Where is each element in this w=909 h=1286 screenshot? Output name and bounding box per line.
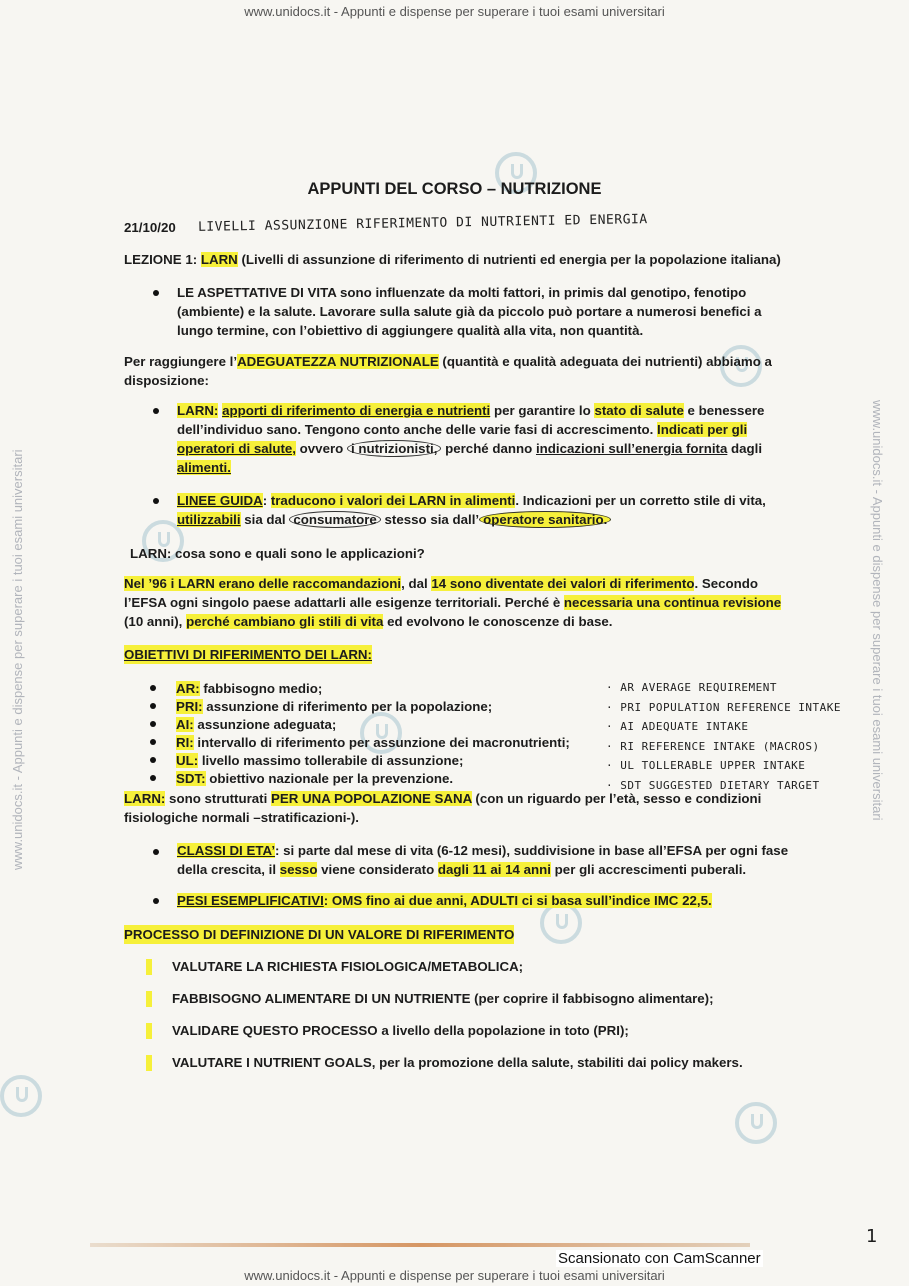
scan-edge bbox=[90, 1243, 750, 1247]
linee-guida-paragraph: LINEE GUIDA: traducono i valori dei LARN in alimenti. Indicazioni per un corretto stile di vita, utilizzabili sia dal consumatore stesso sia dall’ operatore sanitario. bbox=[177, 493, 766, 527]
watermark-bottom: www.unidocs.it - Appunti e dispense per superare i tuoi esami universitari bbox=[244, 1268, 665, 1283]
lesson-line: LEZIONE 1: LARN (Livelli di assunzione di riferimento di nutrienti ed energia per la popolazione italiana) bbox=[124, 252, 781, 267]
watermark-side-right: www.unidocs.it - Appunti e dispense per superare i tuoi esami universitari bbox=[870, 400, 885, 821]
bullet bbox=[153, 849, 159, 855]
history-paragraph: Nel ’96 i LARN erano delle raccomandazioni, dal 14 sono diventate dei valori di riferimento. Secondo l’EFSA ogni singolo paese adattarli alle esigenze territoriali. Perché è necessaria una continua revisione (10 anni), perché cambiano gli stili di vita ed evolvono le conoscenze di base. bbox=[124, 576, 782, 629]
handwritten-line: · PRI POPULATION REFERENCE INTAKE bbox=[606, 700, 842, 714]
process-heading: PROCESSO DI DEFINIZIONE DI UN VALORE DI RIFERIMENTO bbox=[124, 927, 515, 942]
list-item: AR: fabbisogno medio; bbox=[150, 679, 322, 698]
bullet bbox=[153, 290, 159, 296]
list-item: VALIDARE QUESTO PROCESSO a livello della popolazione in toto (PRI); bbox=[146, 1021, 629, 1040]
handwritten-line: · AR AVERAGE REQUIREMENT bbox=[606, 681, 777, 694]
list-item: FABBISOGNO ALIMENTARE DI UN NUTRIENTE (per coprire il fabbisogno alimentare); bbox=[146, 989, 714, 1008]
age-classes-paragraph: CLASSI DI ETA’: si parte dal mese di vita (6-12 mesi), suddivisione in base all’EFSA per ogni fase della crescita, il sesso viene considerato dagli 11 ai 14 anni per gli accrescimenti puberali. bbox=[177, 843, 789, 877]
structure-paragraph: LARN: sono strutturati PER UNA POPOLAZIONE SANA (con un riguardo per l’età, sesso e condizioni fisiologiche normali –stratificazioni-). bbox=[124, 791, 762, 825]
adeguatezza-paragraph: Per raggiungere l’ADEGUATEZZA NUTRIZIONALE (quantità e qualità adeguata dei nutrienti) abbiamo a disposizione: bbox=[124, 354, 772, 388]
page-number: 1 bbox=[866, 1226, 878, 1247]
list-item: PRI: assunzione di riferimento per la popolazione; bbox=[150, 697, 492, 716]
handwritten-line: · AI ADEQUATE INTAKE bbox=[606, 720, 749, 733]
list-item: UL: livello massimo tollerabile di assunzione; bbox=[150, 751, 463, 770]
objectives-heading: OBIETTIVI DI RIFERIMENTO DEI LARN: bbox=[124, 647, 372, 662]
list-item: VALUTARE LA RICHIESTA FISIOLOGICA/METABOLICA; bbox=[146, 957, 523, 976]
handwritten-line: · UL TOLLERABLE UPPER INTAKE bbox=[606, 759, 806, 772]
list-item: AI: assunzione adeguata; bbox=[150, 715, 336, 734]
watermark-top: www.unidocs.it - Appunti e dispense per superare i tuoi esami universitari bbox=[244, 4, 665, 19]
bullet bbox=[153, 898, 159, 904]
aspettative-paragraph: LE ASPETTATIVE DI VITA sono influenzate da molti fattori, in primis dal genotipo, fenotipo (ambiente) e la salute. Lavorare sulla salute già da piccolo può portare a numerosi benefici a lungo termine, con l’obiettivo di aggiungere qualità alla vita, non quantità. bbox=[177, 285, 762, 338]
bullet bbox=[153, 498, 159, 504]
watermark-side-left: www.unidocs.it - Appunti e dispense per superare i tuoi esami universitari bbox=[10, 449, 25, 870]
handwritten-line: · SDT SUGGESTED DIETARY TARGET bbox=[606, 778, 820, 792]
date: 21/10/20 bbox=[124, 220, 176, 235]
list-item: RI: intervallo di riferimento per assunzione dei macronutrienti; bbox=[150, 733, 570, 752]
list-item: SDT: obiettivo nazionale per la prevenzione. bbox=[150, 769, 453, 788]
list-item: VALUTARE I NUTRIENT GOALS, per la promozione della salute, stabiliti dai policy makers. bbox=[146, 1053, 743, 1072]
unidocs-logo-icon bbox=[0, 1075, 42, 1117]
weights-paragraph: PESI ESEMPLIFICATIVI: OMS fino ai due anni, ADULTI ci si basa sull’indice IMC 22,5. bbox=[177, 893, 712, 908]
bullet bbox=[153, 408, 159, 414]
larn-paragraph: LARN: apporti di riferimento di energia e nutrienti per garantire lo stato di salute e benessere dell’individuo sano. Tengono conto anche delle varie fasi di accrescimento. Indicati per gli operatori di salute, ovvero i nutrizionisti, perché danno indicazioni sull’energia fornita dagli alimenti. bbox=[177, 403, 765, 475]
scanner-label: Scansionato con CamScanner bbox=[558, 1250, 761, 1267]
unidocs-logo-icon bbox=[735, 1102, 777, 1144]
question-line: LARN: cosa sono e quali sono le applicazioni? bbox=[130, 546, 425, 561]
document-title: APPUNTI DEL CORSO – NUTRIZIONE bbox=[307, 180, 602, 198]
handwritten-heading: LIVELLI ASSUNZIONE RIFERIMENTO DI NUTRIENTI ED ENERGIA bbox=[197, 212, 648, 235]
handwritten-objectives bbox=[606, 678, 841, 795]
handwritten-line: · RI REFERENCE INTAKE (MACROS) bbox=[606, 739, 820, 753]
